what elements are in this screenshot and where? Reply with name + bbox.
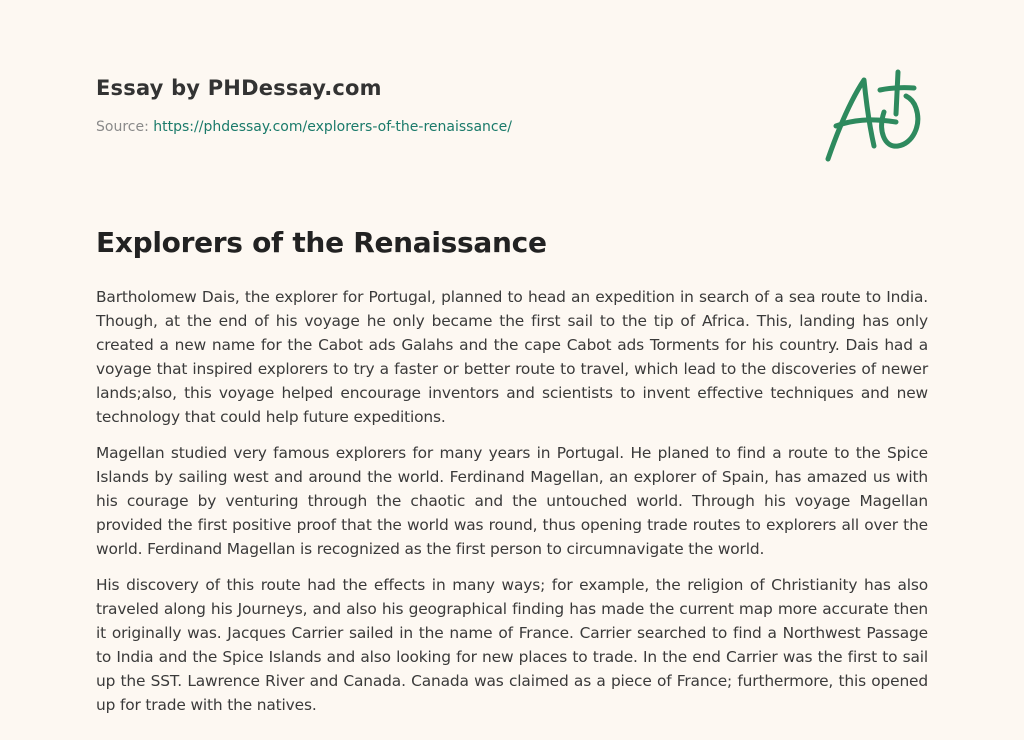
essay-paragraph-1: Bartholomew Dais, the explorer for Portugal, planned to head an expedition in search of a sea route to India. Though, at the end of his voyage he only became the first sail to the tip of Africa. This, landing has only created a new name for the Cabot ads Galahs and the cape Cabot ads Torments for his country. Dais had a voyage that inspired explorers to try a faster or better route to travel, which lead to the discoveries of newer lands;also, this voyage helped encourage inventors and scientists to invent effective techniques and new technology that could help future expeditions. — [96, 288, 928, 426]
source-link[interactable]: https://phdessay.com/explorers-of-the-renaissance/ — [153, 119, 512, 135]
a-plus-logo-graphic — [818, 66, 928, 166]
page-header — [96, 76, 936, 166]
essay-title: Explorers of the Renaissance — [96, 226, 547, 259]
essay-body — [96, 285, 928, 729]
site-brand: Essay by PHDessay.com — [96, 76, 382, 100]
source-line — [96, 119, 936, 135]
a-plus-grade-icon — [818, 66, 928, 166]
essay-paragraph-2: Magellan studied very famous explorers for many years in Portugal. He planed to find a route to the Spice Islands by sailing west and around the world. Ferdinand Magellan, an explorer of Spain, has amazed us with his courage by venturing through the chaotic and the untouched world. Through his voyage Magellan provided the first positive proof that the world was round, thus opening trade routes to explorers all over the world. Ferdinand Magellan is recognized as the first person to circumnavigate the world. — [96, 444, 928, 558]
essay-paragraph-3: His discovery of this route had the effects in many ways; for example, the religion of Christianity has also traveled along his Journeys, and also his geographical finding has made the current map more accurate then it originally was. Jacques Carrier sailed in the name of France. Carrier searched to find a Northwest Passage to India and the Spice Islands and also looking for new places to trade. In the end Carrier was the first to sail up the SST. Lawrence River and Canada. Canada was claimed as a piece of France; furthermore, this opened up for trade with the natives. — [96, 576, 928, 714]
source-label: Source: — [96, 119, 154, 135]
